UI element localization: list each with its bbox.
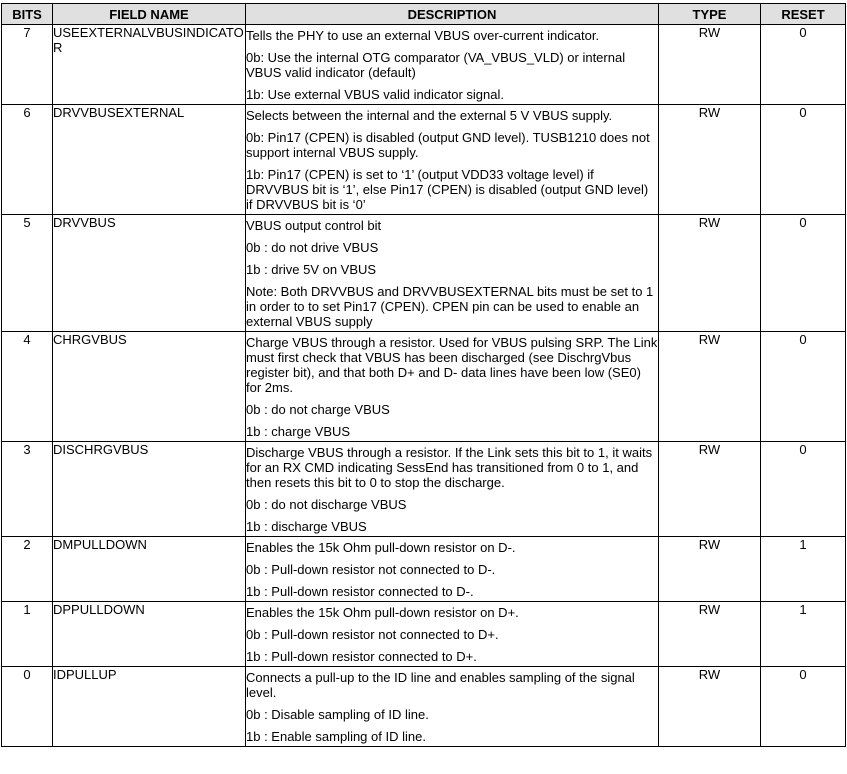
description-paragraph: 0b : do not drive VBUS [246,240,379,255]
description-paragraph: 0b : do not discharge VBUS [246,497,407,512]
description-paragraph: Note: Both DRVVBUS and DRVVBUSEXTERNAL bits must be set to 1 in order to to set Pin17 (CPEN). CPEN pin can be used to enable an external VBUS supply [246,284,654,329]
table-row [2,105,846,215]
bit-number: 0 [2,667,53,747]
description-paragraph: 1b : charge VBUS [246,424,351,439]
bit-number: 4 [2,332,53,442]
field-name: DMPULLDOWN [53,537,246,602]
description-paragraph: 0b : Pull-down resistor not connected to D-. [246,562,496,577]
description-paragraph: Connects a pull-up to the ID line and enables sampling of the signal level. [246,670,635,700]
description-paragraph: Tells the PHY to use an external VBUS over-current indicator. [246,28,600,43]
field-name-header: FIELD NAME [53,4,246,25]
description-paragraph: 1b : discharge VBUS [246,519,367,534]
description-paragraph: 0b : do not charge VBUS [246,402,390,417]
description-paragraph: 1b: Use external VBUS valid indicator signal. [246,87,504,102]
reset-header: RESET [761,4,846,25]
access-type: RW [659,442,761,537]
field-description [246,105,659,215]
field-name: DISCHRGVBUS [53,442,246,537]
description-header: DESCRIPTION [246,4,659,25]
reset-value: 1 [761,537,846,602]
field-description [246,25,659,105]
access-type: RW [659,602,761,667]
field-description [246,667,659,747]
field-name: DPPULLDOWN [53,602,246,667]
reset-value: 0 [761,215,846,332]
field-name: DRVVBUS [53,215,246,332]
field-description [246,602,659,667]
field-name: DRVVBUSEXTERNAL [53,105,246,215]
table-body [2,25,846,747]
field-description [246,332,659,442]
description-paragraph: 0b: Use the internal OTG comparator (VA_VBUS_VLD) or internal VBUS valid indicator (default) [246,50,626,80]
description-paragraph: VBUS output control bit [246,218,382,233]
access-type: RW [659,25,761,105]
description-paragraph: Selects between the internal and the external 5 V VBUS supply. [246,108,613,123]
access-type: RW [659,215,761,332]
reset-value: 0 [761,25,846,105]
bit-number: 7 [2,25,53,105]
bit-number: 5 [2,215,53,332]
description-paragraph: Discharge VBUS through a resistor. If the Link sets this bit to 1, it waits for an RX CMD indicating SessEnd has transitioned from 0 to 1, and then resets this bit to 0 to stop the discharge. [246,445,653,490]
bit-number: 3 [2,442,53,537]
bit-number: 1 [2,602,53,667]
description-paragraph: 0b : Pull-down resistor not connected to D+. [246,627,499,642]
bits-header: BITS [2,4,53,25]
reset-value: 1 [761,602,846,667]
description-paragraph: 0b : Disable sampling of ID line. [246,707,429,722]
table-row [2,537,846,602]
type-header: TYPE [659,4,761,25]
description-paragraph: 1b : drive 5V on VBUS [246,262,377,277]
description-paragraph: 1b: Pin17 (CPEN) is set to ‘1’ (output VDD33 voltage level) if DRVVBUS bit is ‘1’, else Pin17 (CPEN) is disabled (output GND level) if DRVVBUS bit is ‘0’ [246,167,649,212]
description-paragraph: 1b : Pull-down resistor connected to D-. [246,584,474,599]
reset-value: 0 [761,332,846,442]
description-paragraph: Charge VBUS through a resistor. Used for VBUS pulsing SRP. The Link must first check that VBUS has been discharged (see DischrgVbus register bit), and that both D+ and D- data lines have been low (SE0) for 2ms. [246,335,658,395]
access-type: RW [659,667,761,747]
field-description [246,215,659,332]
register-table [1,3,846,747]
bit-number: 6 [2,105,53,215]
table-row [2,667,846,747]
description-paragraph: 1b : Enable sampling of ID line. [246,729,426,744]
table-row [2,215,846,332]
access-type: RW [659,537,761,602]
field-name: USEEXTERNALVBUSINDICATOR [53,25,246,105]
table-row [2,602,846,667]
reset-value: 0 [761,442,846,537]
field-description [246,442,659,537]
description-paragraph: 0b: Pin17 (CPEN) is disabled (output GND level). TUSB1210 does not support internal VBUS supply. [246,130,650,160]
table-row [2,332,846,442]
access-type: RW [659,332,761,442]
bit-number: 2 [2,537,53,602]
field-description [246,537,659,602]
access-type: RW [659,105,761,215]
description-paragraph: 1b : Pull-down resistor connected to D+. [246,649,477,664]
description-paragraph: Enables the 15k Ohm pull-down resistor on D-. [246,540,516,555]
field-name: CHRGVBUS [53,332,246,442]
description-paragraph: Enables the 15k Ohm pull-down resistor on D+. [246,605,519,620]
header-row [2,4,846,25]
table-row [2,442,846,537]
table-row [2,25,846,105]
reset-value: 0 [761,105,846,215]
reset-value: 0 [761,667,846,747]
field-name: IDPULLUP [53,667,246,747]
